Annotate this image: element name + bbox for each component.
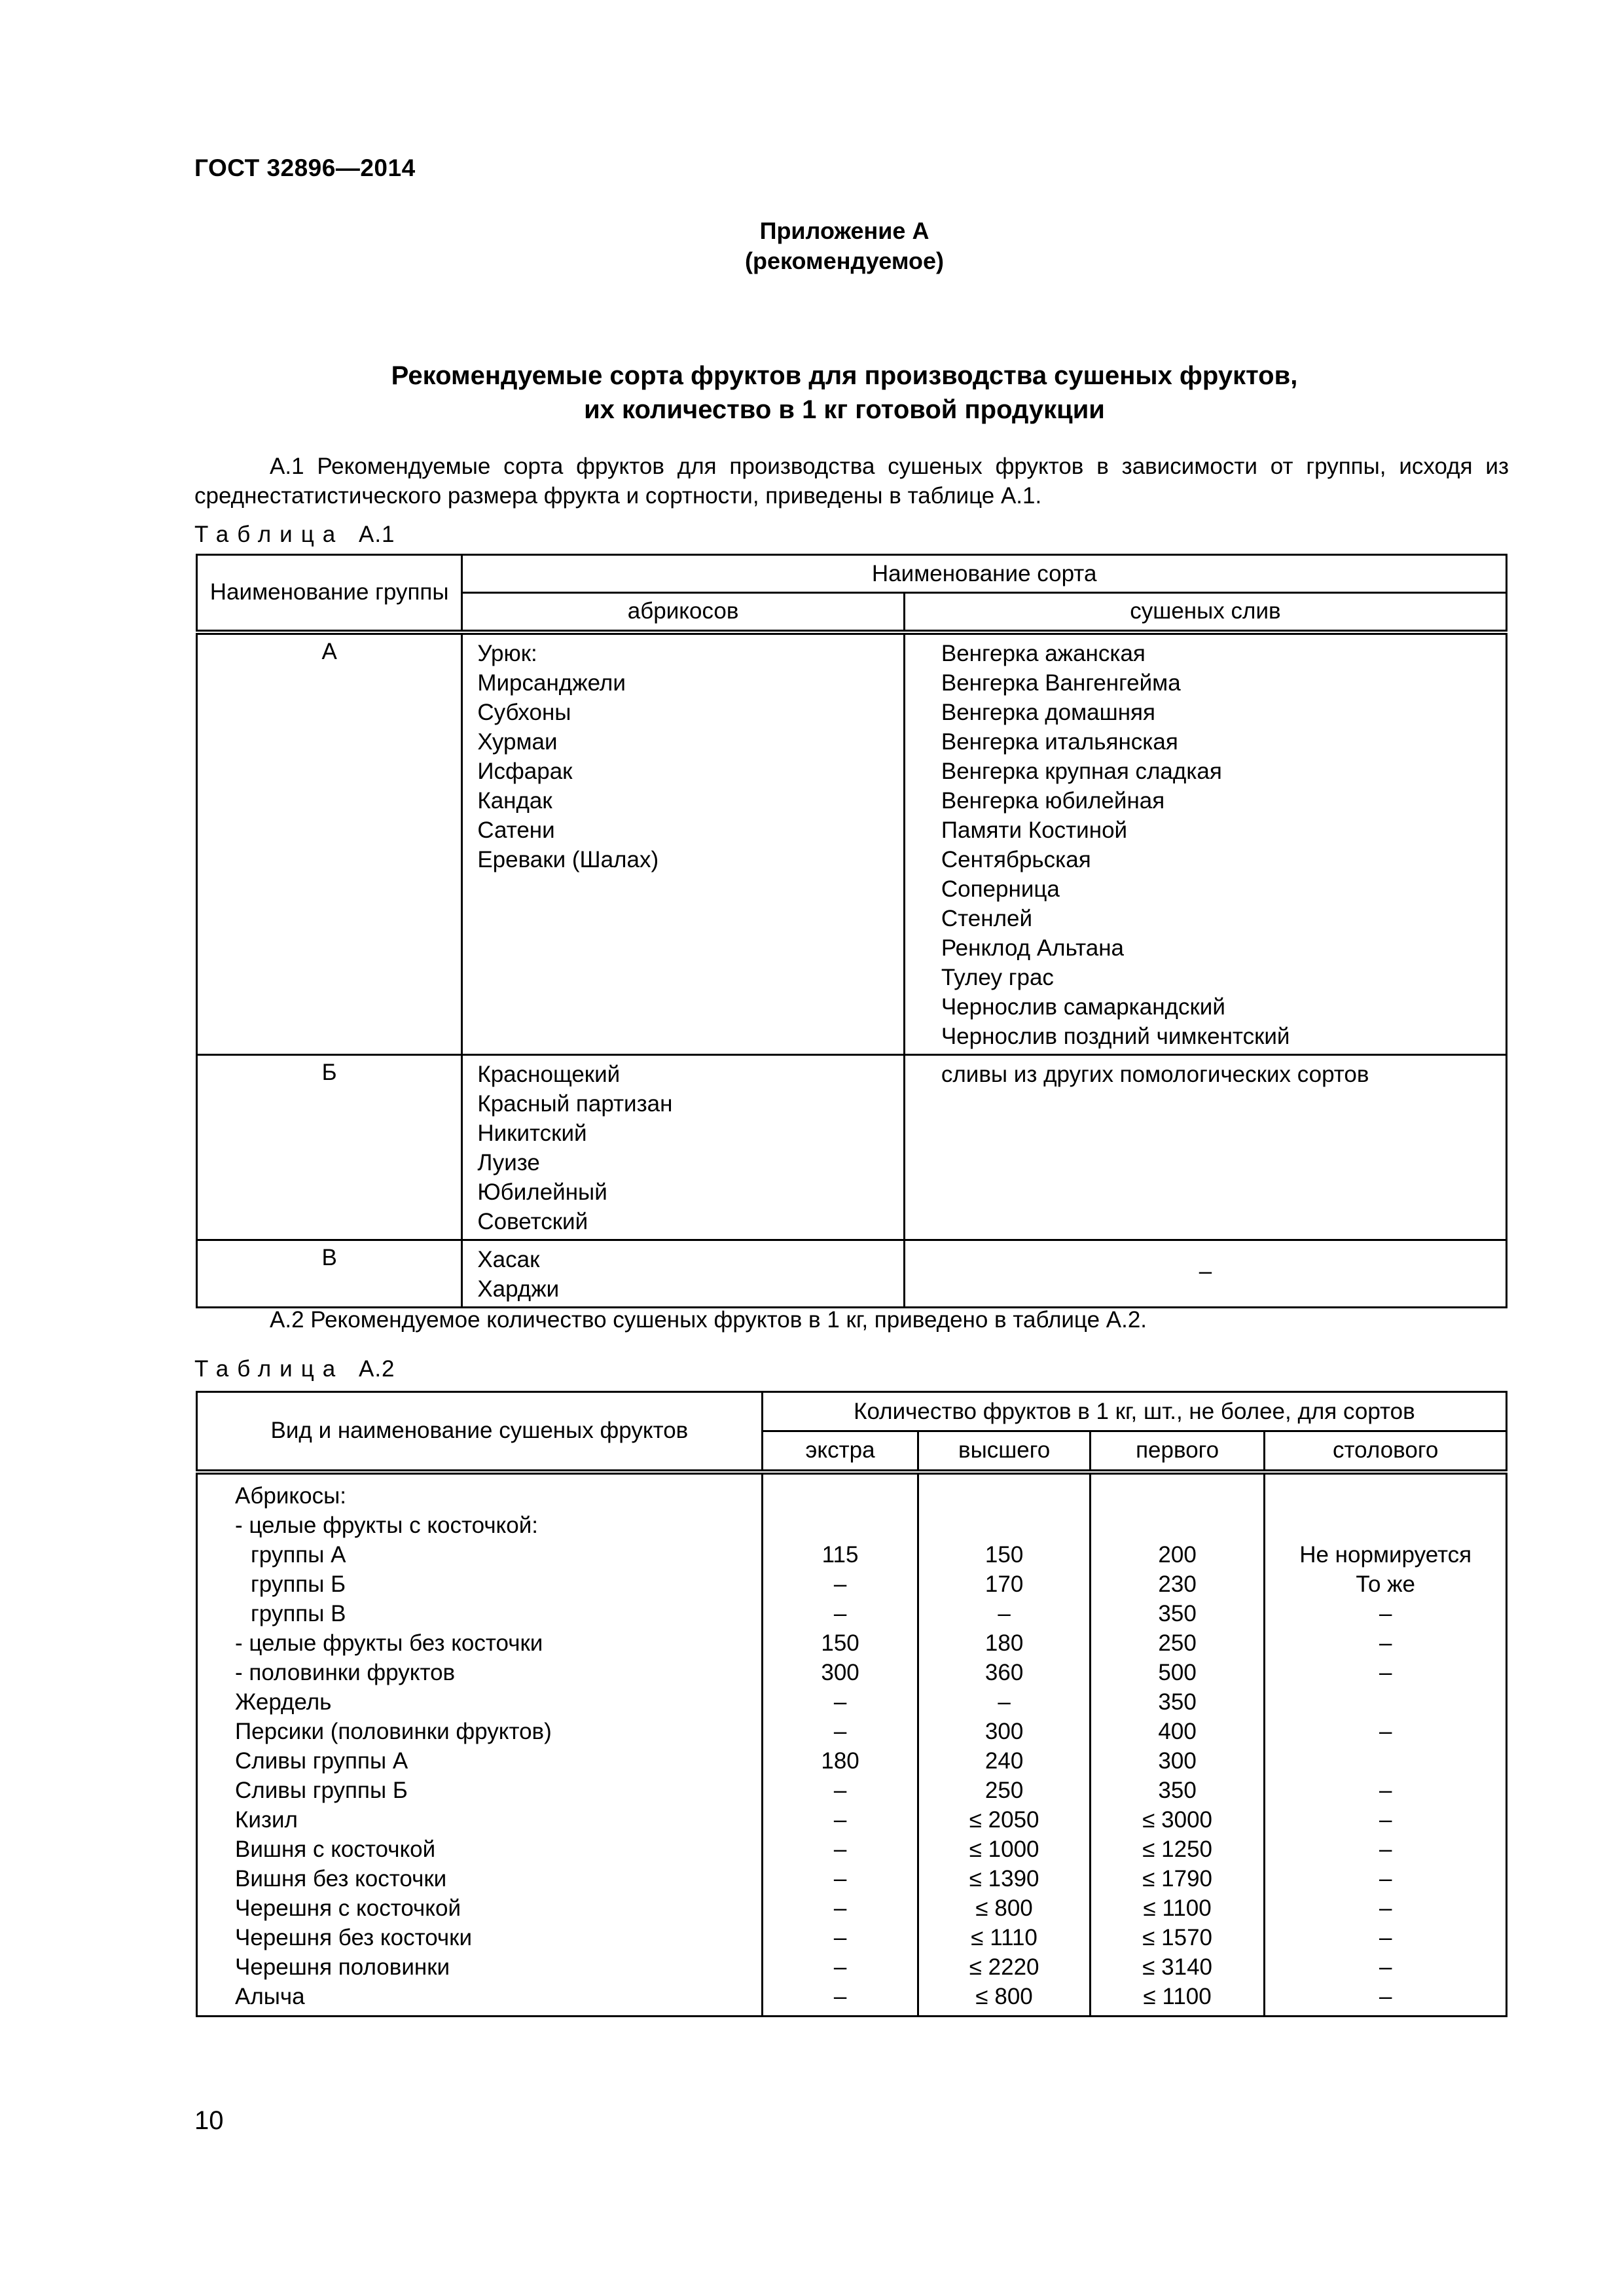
plum-variety: Соперница [941,876,1060,902]
apricot-variety: Харджи [477,1276,560,1302]
appendix-status: (рекомендуемое) [745,247,944,274]
table-a2-table-grade-cell [1265,1472,1507,2017]
qty-highest: ≤ 2050 [969,1806,1039,1833]
table-a2-extra-cell [762,1472,918,2017]
table-a1-plums-cell [904,1240,1506,1307]
paragraph-a2 [194,1305,1509,1335]
plum-variety: Стенлей [941,905,1033,931]
qty-table: – [1379,1806,1392,1833]
table-a2-caption [194,1356,395,1382]
apricot-variety: Субхоны [477,699,571,725]
qty-highest: 240 [984,1748,1024,1774]
table-a1-group-cell [197,1240,462,1307]
qty-table [1265,1511,1506,1540]
section-title-line2: их количество в 1 кг готовой продукции [584,395,1105,424]
group-label: А [321,638,337,664]
qty-extra: – [833,1571,847,1597]
plum-variety: Тулеу грас [941,964,1054,990]
qty-first: 350 [1158,1777,1197,1803]
qty-first [1091,1511,1263,1540]
qty-highest: ≤ 2220 [969,1954,1039,1980]
fruit-name: Черешня половинки [235,1954,450,1980]
table-a2-head-grade-highest: высшего [918,1431,1091,1472]
apricot-variety: Урюк: [477,640,537,666]
fruit-name: Алыча [235,1983,305,2009]
qty-table [1265,1481,1506,1511]
table-a1 [196,554,1507,1308]
plum-variety: Ренклод Альтана [941,935,1124,961]
table-a2-head-grade-extra: экстра [762,1431,918,1472]
plum-variety: – [1199,1259,1212,1284]
table-a2-highest-cell [918,1472,1091,2017]
qty-extra: – [833,1924,847,1950]
qty-table: То же [1356,1571,1416,1597]
qty-extra: 115 [821,1541,859,1568]
fruit-name: Кизил [235,1806,298,1833]
qty-first: ≤ 1100 [1143,1895,1212,1921]
qty-extra: – [833,1836,847,1862]
qty-highest [919,1481,1089,1511]
table-a1-apricots-cell [462,632,905,1055]
apricot-variety: Мирсанджели [477,670,626,696]
qty-table: – [1379,1924,1392,1950]
fruit-name: Черешня с косточкой [235,1895,461,1921]
appendix-label: Приложение А [759,217,929,244]
plum-variety: Венгерка ажанская [941,640,1146,666]
apricot-variety: Исфарак [477,758,573,784]
qty-first: 200 [1158,1541,1197,1568]
qty-table: – [1379,1659,1392,1685]
plum-variety: Венгерка домашняя [941,699,1155,725]
qty-highest: 180 [984,1630,1024,1656]
qty-highest [919,1511,1089,1540]
table-a1-caption [194,522,395,548]
table-a1-group-cell [197,632,462,1055]
table-a1-group-cell [197,1054,462,1240]
fruit-name: Черешня без косточки [235,1924,473,1950]
qty-table: – [1379,1600,1392,1626]
qty-extra [763,1511,918,1540]
table-a1-plums-cell [904,1054,1506,1240]
group-label: В [321,1244,337,1270]
fruit-name: группы Б [251,1571,346,1597]
qty-extra: – [833,1777,847,1803]
qty-extra: – [833,1983,847,2009]
table-a1-row [197,632,1507,1055]
qty-first: ≤ 1790 [1142,1865,1213,1892]
qty-first: 350 [1158,1689,1197,1715]
plum-variety: Чернослив поздний чимкентский [941,1023,1290,1049]
section-title [0,359,1624,427]
apricot-variety: Сатени [477,817,555,843]
table-a2-head-grade-first: первого [1090,1431,1264,1472]
qty-first: 250 [1158,1630,1197,1656]
paragraph-a1 [194,452,1509,511]
plum-variety: Памяти Костиной [941,817,1128,843]
table-a1-caption-word: Таблица [194,522,344,547]
section-title-line1: Рекомендуемые сорта фруктов для производства сушеных фруктов, [391,361,1298,390]
table-a1-head-group: Наименование группы [197,555,462,632]
qty-extra: – [833,1689,847,1715]
qty-first: ≤ 1100 [1143,1983,1212,2009]
apricot-variety: Красный партизан [477,1090,673,1117]
qty-extra: – [833,1865,847,1892]
paragraph-a1-text: А.1 Рекомендуемые сорта фруктов для производства сушеных фруктов в зависимости от группы, исходя из среднестатистического размера фрукта и сортности, приведены в таблице А.1. [194,454,1509,509]
qty-first: 300 [1158,1748,1197,1774]
fruit-name: Вишня с косточкой [235,1836,436,1862]
qty-first: ≤ 3140 [1142,1954,1213,1980]
table-a2-names-cell [197,1472,763,2017]
plum-variety: Чернослив самаркандский [941,994,1225,1020]
qty-highest: 250 [984,1777,1024,1803]
fruit-name: группы А [251,1541,346,1568]
qty-extra: – [833,1954,847,1980]
table-a1-plums-cell [904,632,1506,1055]
qty-first: ≤ 1250 [1142,1836,1213,1862]
fruit-name: - целые фрукты без косточки [235,1630,543,1656]
qty-first: 230 [1158,1571,1197,1597]
plum-variety: Венгерка Вангенгейма [941,670,1181,696]
qty-table: – [1379,1630,1392,1656]
table-a2-head-grade-table: столового [1265,1431,1507,1472]
apricot-variety: Юбилейный [477,1179,607,1205]
table-a2-caption-number: А.2 [358,1356,395,1382]
plum-variety: Венгерка крупная сладкая [941,758,1222,784]
qty-highest: ≤ 1000 [969,1836,1039,1862]
qty-extra: 150 [821,1630,859,1656]
qty-table: – [1379,1777,1392,1803]
plum-variety: Венгерка юбилейная [941,787,1165,814]
qty-table: – [1379,1836,1392,1862]
table-a1-head-plums: сушеных слив [904,593,1506,632]
qty-highest: 170 [984,1571,1024,1597]
document-header: ГОСТ 32896—2014 [194,154,416,181]
qty-highest: ≤ 1110 [971,1924,1038,1950]
table-a1-row [197,1054,1507,1240]
apricot-variety: Луизе [477,1149,540,1175]
qty-table: – [1379,1954,1392,1980]
qty-highest: 360 [984,1659,1024,1685]
qty-table: – [1379,1895,1392,1921]
qty-table [1265,1746,1506,1776]
qty-extra: 180 [821,1748,859,1774]
qty-table: – [1379,1983,1392,2009]
fruit-name: группы В [251,1600,346,1626]
apricot-variety: Хасак [477,1246,540,1272]
apricot-variety: Хурмаи [477,728,558,755]
qty-highest: ≤ 1390 [969,1865,1039,1892]
qty-highest: 150 [984,1541,1024,1568]
table-a1-apricots-cell [462,1054,905,1240]
qty-first: ≤ 3000 [1142,1806,1213,1833]
qty-table: Не нормируется [1299,1541,1472,1568]
apricot-variety: Кандак [477,787,552,814]
qty-extra: – [833,1806,847,1833]
page-number: 10 [194,2106,224,2135]
qty-highest: ≤ 800 [975,1895,1033,1921]
qty-first: 400 [1158,1718,1197,1744]
apricot-variety: Никитский [477,1120,587,1146]
qty-extra: – [833,1718,847,1744]
table-a1-row [197,1240,1507,1307]
plum-variety: Сентябрьская [941,846,1091,872]
fruit-name: Абрикосы: [235,1482,346,1509]
fruit-name: Вишня без косточки [235,1865,447,1892]
table-a2-first-cell [1090,1472,1264,2017]
qty-highest: – [998,1689,1011,1715]
plum-variety: сливы из других помологических сортов [941,1061,1369,1087]
fruit-name: Персики (половинки фруктов) [235,1718,552,1744]
table-a2-head-quantity: Количество фруктов в 1 кг, шт., не более, для сортов [762,1392,1506,1431]
qty-table [1265,1687,1506,1717]
fruit-name: Сливы группы Б [235,1777,408,1803]
paragraph-a2-text: А.2 Рекомендуемое количество сушеных фруктов в 1 кг, приведено в таблице А.2. [270,1307,1147,1333]
fruit-name: - половинки фруктов [235,1659,456,1685]
qty-highest: – [998,1600,1011,1626]
qty-first: ≤ 1570 [1142,1924,1213,1950]
apricot-variety: Советский [477,1208,588,1234]
qty-first: 350 [1158,1600,1197,1626]
table-a1-head-variety: Наименование сорта [462,555,1507,593]
qty-extra [763,1481,918,1511]
table-a1-caption-number: А.1 [358,522,395,547]
qty-extra: 300 [821,1659,859,1685]
qty-first [1091,1481,1263,1511]
appendix-heading [0,216,1624,276]
qty-highest: ≤ 800 [975,1983,1033,2009]
apricot-variety: Ереваки (Шалах) [477,846,659,872]
qty-first: 500 [1158,1659,1197,1685]
table-a2-head-name: Вид и наименование сушеных фруктов [197,1392,763,1472]
table-a2 [196,1391,1507,2017]
fruit-name: Жердель [235,1689,332,1715]
qty-table: – [1379,1865,1392,1892]
qty-extra: – [833,1600,847,1626]
apricot-variety: Краснощекий [477,1061,621,1087]
fruit-name: - целые фрукты с косточкой: [235,1512,538,1538]
table-a1-head-apricots: абрикосов [462,593,905,632]
table-a2-caption-word: Таблица [194,1356,344,1382]
group-label: Б [321,1059,337,1085]
table-a1-apricots-cell [462,1240,905,1307]
fruit-name: Сливы группы А [235,1748,408,1774]
qty-extra: – [833,1895,847,1921]
qty-highest: 300 [984,1718,1024,1744]
qty-table: – [1379,1718,1392,1744]
plum-variety: Венгерка итальянская [941,728,1178,755]
